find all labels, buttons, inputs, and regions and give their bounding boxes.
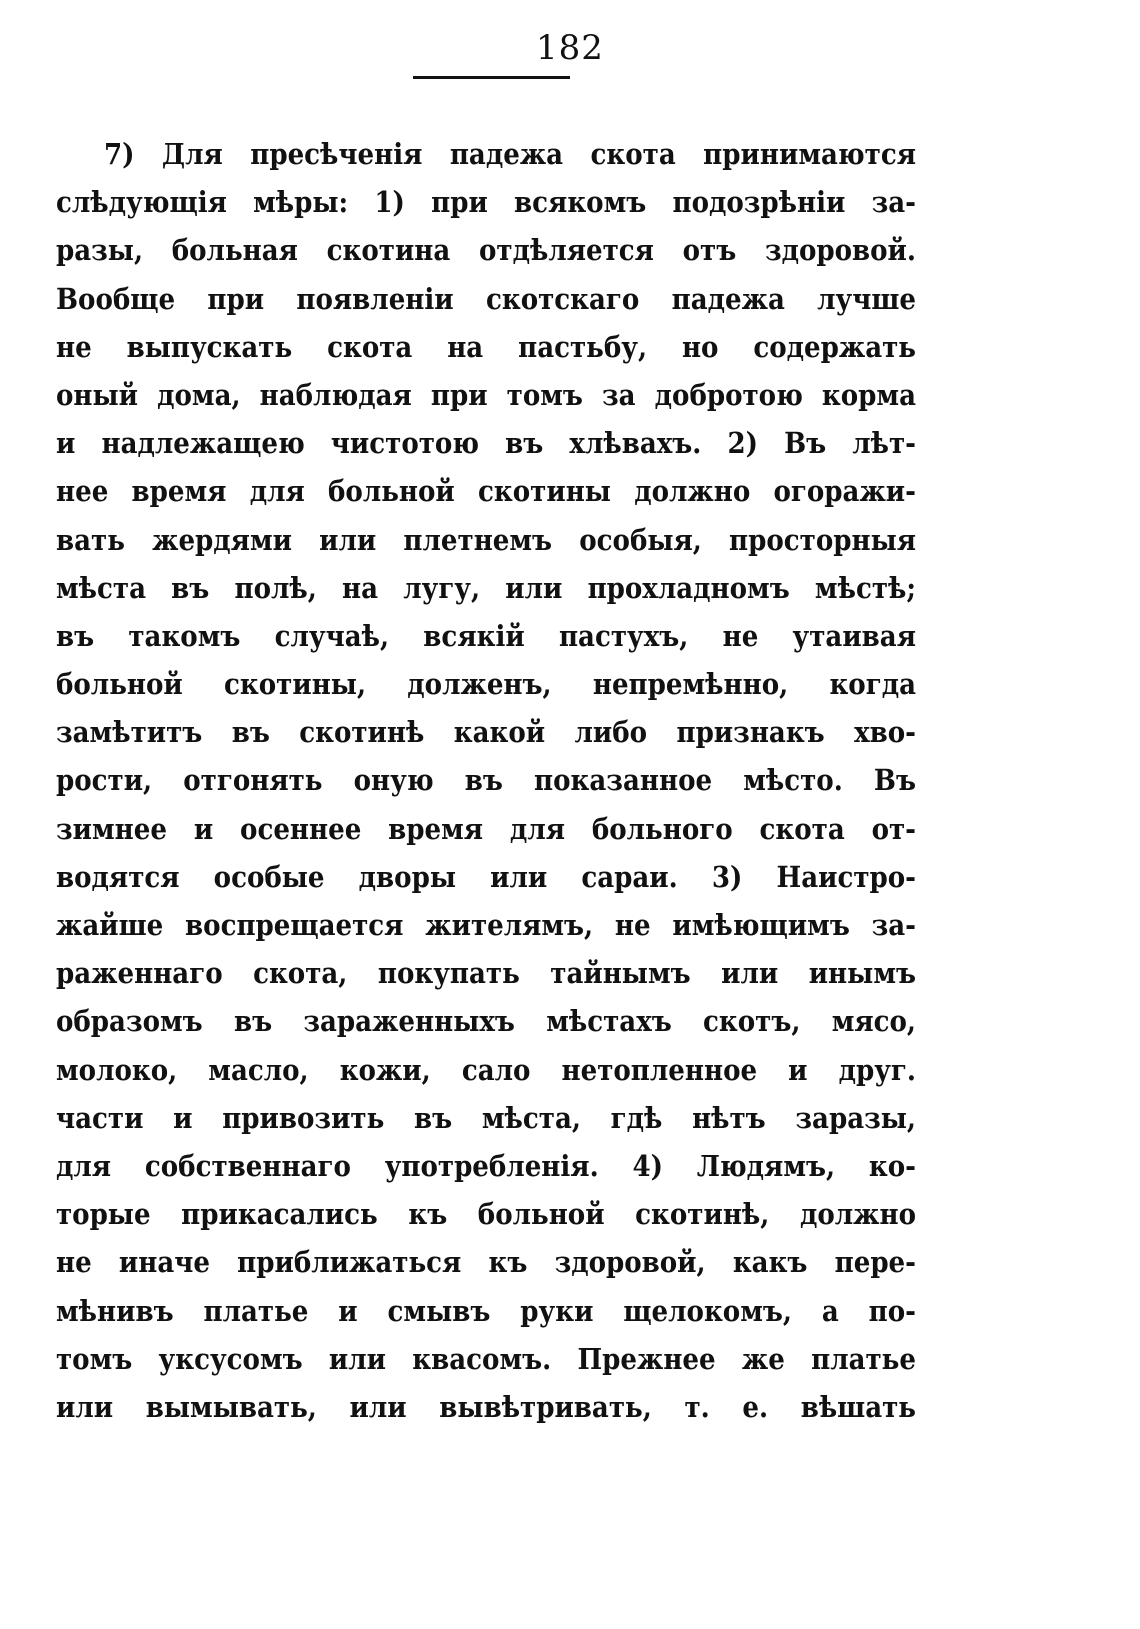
text-line: не иначе приближаться къ здоровой, какъ пере-	[56, 1245, 916, 1280]
body-text	[56, 130, 916, 1431]
text-line: или вымывать, или вывѣтривать, т. е. вѣшать	[56, 1389, 916, 1424]
text-line: въ такомъ случаѣ, всякій пастухъ, не утаивая	[56, 618, 916, 653]
text-line: томъ уксусомъ или квасомъ. Прежнее же платье	[56, 1341, 916, 1376]
text-line: мѣнивъ платье и смывъ руки щелокомъ, а по-	[56, 1293, 916, 1328]
text-line: жайше воспрещается жителямъ, не имѣющимъ за-	[56, 908, 916, 942]
text-line: оный дома, наблюдая при томъ за добротою корма	[56, 377, 916, 412]
text-line: образомъ въ зараженныхъ мѣстахъ скотъ, мясо,	[56, 1004, 916, 1039]
text-line: раженнаго скота, покупать тайнымъ или инымъ	[56, 956, 916, 991]
text-line: замѣтитъ въ скотинѣ какой либо признакъ хво-	[56, 715, 916, 750]
header-rule	[413, 76, 570, 79]
text-line: Вообще при появленіи скотскаго падежа лучше	[56, 281, 916, 316]
text-line: мѣста въ полѣ, на лугу, или прохладномъ мѣстѣ;	[56, 570, 916, 605]
text-line: торые прикасались къ больной скотинѣ, должно	[56, 1197, 916, 1232]
text-line: для собственнаго употребленія. 4) Людямъ, ко-	[56, 1148, 916, 1183]
page-number: 182	[536, 28, 604, 68]
text-line: слѣдующія мѣры: 1) при всякомъ подозрѣніи за-	[56, 185, 916, 220]
text-line: части и привозить въ мѣста, гдѣ нѣтъ заразы,	[56, 1100, 916, 1135]
text-line: зимнее и осеннее время для больного скота от-	[56, 811, 916, 846]
text-line: 7) Для пресѣченія падежа скота принимаются	[104, 137, 916, 171]
text-line: и надлежащею чистотою въ хлѣвахъ. 2) Въ лѣт-	[56, 426, 916, 461]
text-line: больной скотины, долженъ, непремѣнно, когда	[56, 667, 916, 702]
text-line: молоко, масло, кожи, сало нетопленное и друг.	[56, 1052, 916, 1087]
text-line: рости, отгонять оную въ показанное мѣсто. Въ	[56, 763, 916, 798]
text-line: не выпускать скота на пастьбу, но содержать	[56, 329, 916, 364]
text-line: вать жердями или плетнемъ особыя, просторныя	[56, 522, 916, 557]
text-line: водятся особые дворы или сараи. 3) Наистро-	[56, 859, 916, 894]
text-line: разы, больная скотина отдѣляется отъ здоровой.	[56, 233, 916, 268]
text-line: нее время для больной скотины должно огоражи-	[56, 474, 916, 509]
